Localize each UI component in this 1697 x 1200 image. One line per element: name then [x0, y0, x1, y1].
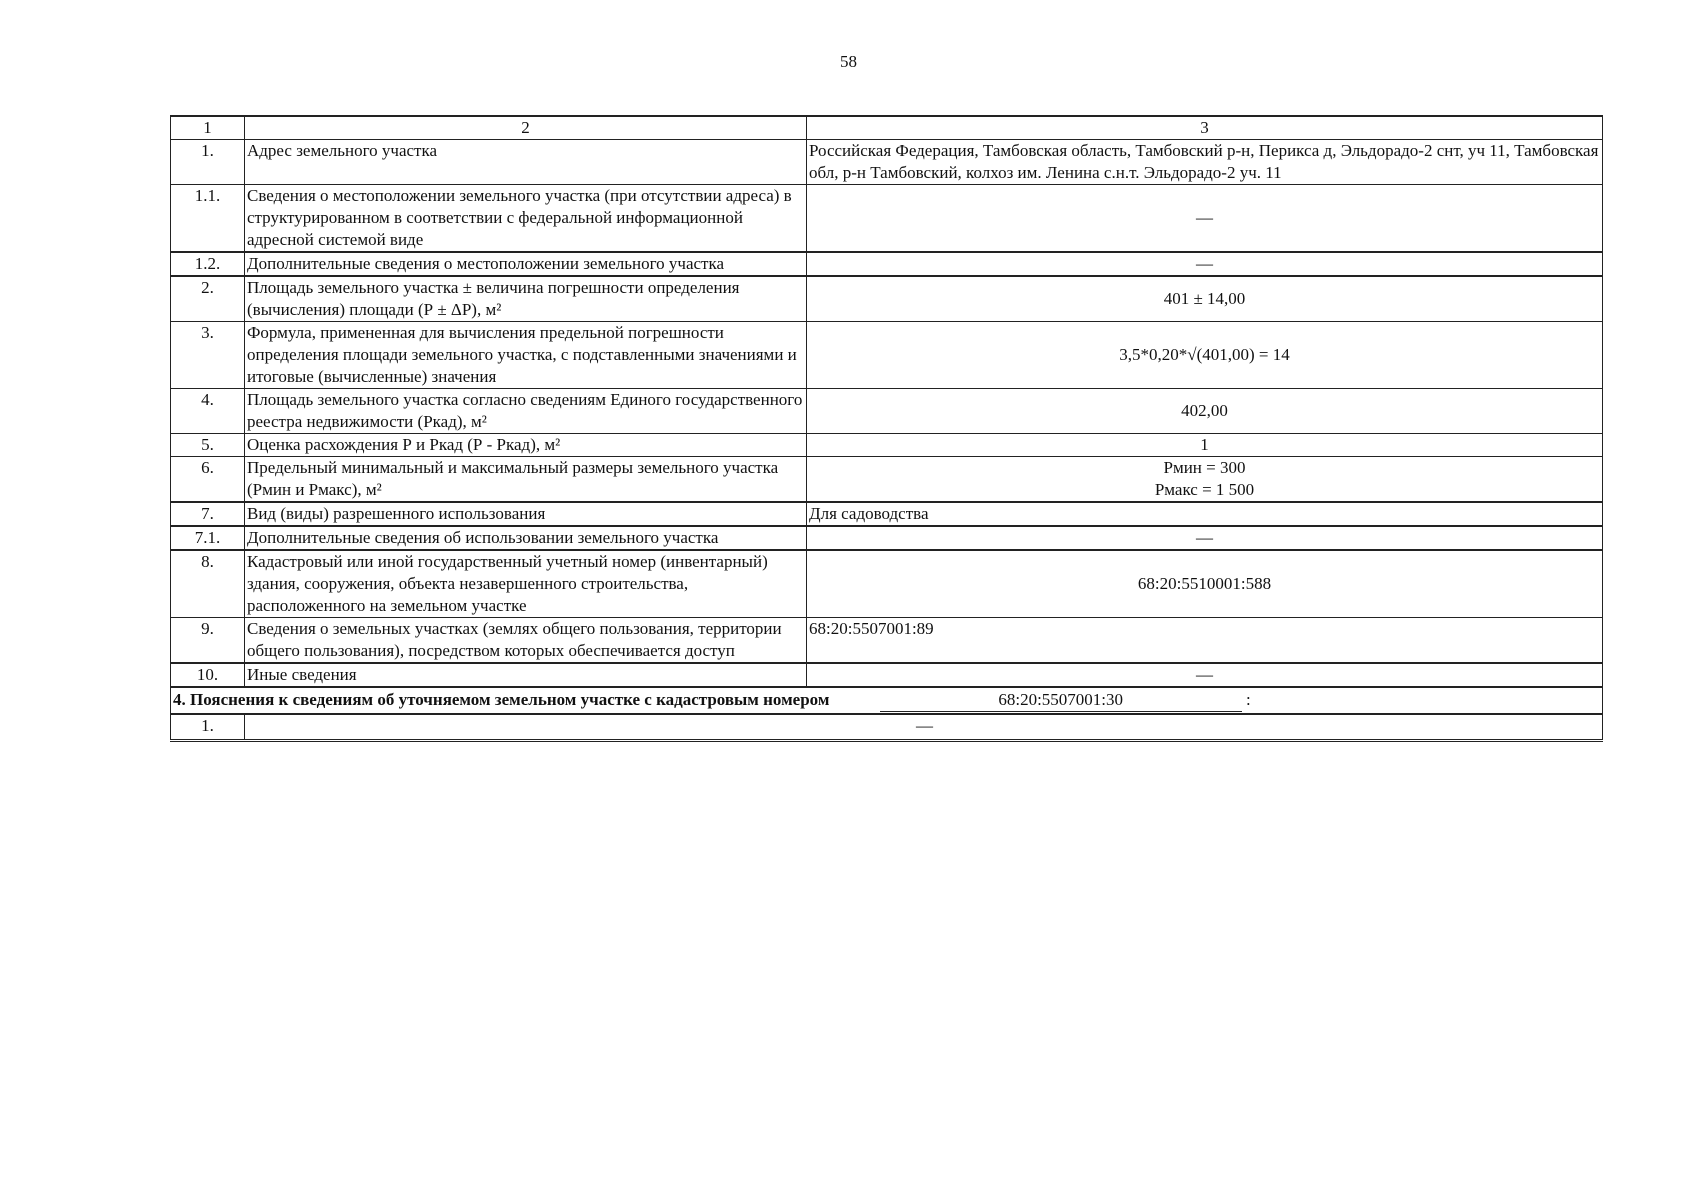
section-4-heading — [171, 687, 1603, 714]
row-number: 7.1. — [171, 526, 245, 550]
section-4-cadastral-number: 68:20:5507001:30 — [880, 689, 1242, 712]
row-value: 401 ± 14,00 — [807, 276, 1603, 322]
row-value: — — [245, 714, 1603, 741]
section-4-title: 4. Пояснения к сведениям об уточняемом земельном участке с кадастровым номером — [173, 690, 830, 709]
row-number: 4. — [171, 389, 245, 434]
row-value: — — [807, 526, 1603, 550]
row-number: 1.1. — [171, 185, 245, 253]
row-label: Иные сведения — [245, 663, 807, 687]
table-row-access-plots — [171, 618, 1603, 664]
row-number: 3. — [171, 322, 245, 389]
row-value: 68:20:5507001:89 — [807, 618, 1603, 664]
row-number: 1. — [171, 714, 245, 741]
header-col-3: 3 — [807, 116, 1603, 140]
row-label: Дополнительные сведения об использовании земельного участка — [245, 526, 807, 550]
row-value: — — [807, 663, 1603, 687]
row-number: 6. — [171, 457, 245, 503]
row-number: 10. — [171, 663, 245, 687]
table-row-use-additional — [171, 526, 1603, 550]
row-value: — — [807, 185, 1603, 253]
row-label: Площадь земельного участка согласно сведениям Единого государственного реестра недвижимости (Ркад), м² — [245, 389, 807, 434]
table-row-location-structured — [171, 185, 1603, 253]
header-col-1: 1 — [171, 116, 245, 140]
row-value: — — [807, 252, 1603, 276]
row-value — [807, 457, 1603, 503]
row-label: Дополнительные сведения о местоположении земельного участка — [245, 252, 807, 276]
row-number: 8. — [171, 550, 245, 618]
table-header-row — [171, 116, 1603, 140]
section-4-row — [171, 714, 1603, 741]
row-value: 68:20:5510001:588 — [807, 550, 1603, 618]
table-row-permitted-use — [171, 502, 1603, 526]
table-row-address — [171, 140, 1603, 185]
row-number: 5. — [171, 434, 245, 457]
table-row-formula — [171, 322, 1603, 389]
max-size-value: Рмакс = 1 500 — [1154, 480, 1255, 499]
table-row-other-info — [171, 663, 1603, 687]
land-plot-table — [170, 115, 1603, 742]
row-number: 1. — [171, 140, 245, 185]
row-number: 2. — [171, 276, 245, 322]
row-label: Сведения о земельных участках (землях общего пользования, территории общего пользования), посредством которых обеспечивается доступ — [245, 618, 807, 664]
row-label: Кадастровый или иной государственный учетный номер (инвентарный) здания, сооружения, объекта незавершенного строительства, расположенного на земельном участке — [245, 550, 807, 618]
row-label: Вид (виды) разрешенного использования — [245, 502, 807, 526]
row-label: Предельный минимальный и максимальный размеры земельного участка (Рмин и Рмакс), м² — [245, 457, 807, 503]
row-value: 3,5*0,20*√(401,00) = 14 — [807, 322, 1603, 389]
table-row-min-max-size — [171, 457, 1603, 503]
row-value: 1 — [807, 434, 1603, 457]
row-label: Площадь земельного участка ± величина погрешности определения (вычисления) площади (Р ± ΔР), м² — [245, 276, 807, 322]
table-row-building-number — [171, 550, 1603, 618]
row-value: Российская Федерация, Тамбовская область, Тамбовский р-н, Перикса д, Эльдорадо-2 снт, уч 11, Тамбовская обл, р-н Тамбовский, колхоз им. Ленина с.н.т. Эльдорадо-2 уч. 11 — [807, 140, 1603, 185]
row-label: Адрес земельного участка — [245, 140, 807, 185]
row-value: 402,00 — [807, 389, 1603, 434]
table-row-area — [171, 276, 1603, 322]
table-row-discrepancy — [171, 434, 1603, 457]
row-label: Сведения о местоположении земельного участка (при отсутствии адреса) в структурированном в соответствии с федеральной информационной адресной системой виде — [245, 185, 807, 253]
section-4-colon: : — [1245, 690, 1251, 709]
row-number: 9. — [171, 618, 245, 664]
row-number: 7. — [171, 502, 245, 526]
section-4-heading-row — [171, 687, 1603, 714]
table-row-location-additional — [171, 252, 1603, 276]
row-number: 1.2. — [171, 252, 245, 276]
page-number: 58 — [840, 52, 857, 71]
header-col-2: 2 — [245, 116, 807, 140]
row-label: Формула, примененная для вычисления предельной погрешности определения площади земельного участка, с подставленными значениями и итоговые (вычисленные) значения — [245, 322, 807, 389]
row-value: Для садоводства — [807, 502, 1603, 526]
min-size-value: Рмин = 300 — [1163, 458, 1246, 477]
row-label: Оценка расхождения Р и Ркад (Р - Ркад), м² — [245, 434, 807, 457]
table-row-egrn-area — [171, 389, 1603, 434]
